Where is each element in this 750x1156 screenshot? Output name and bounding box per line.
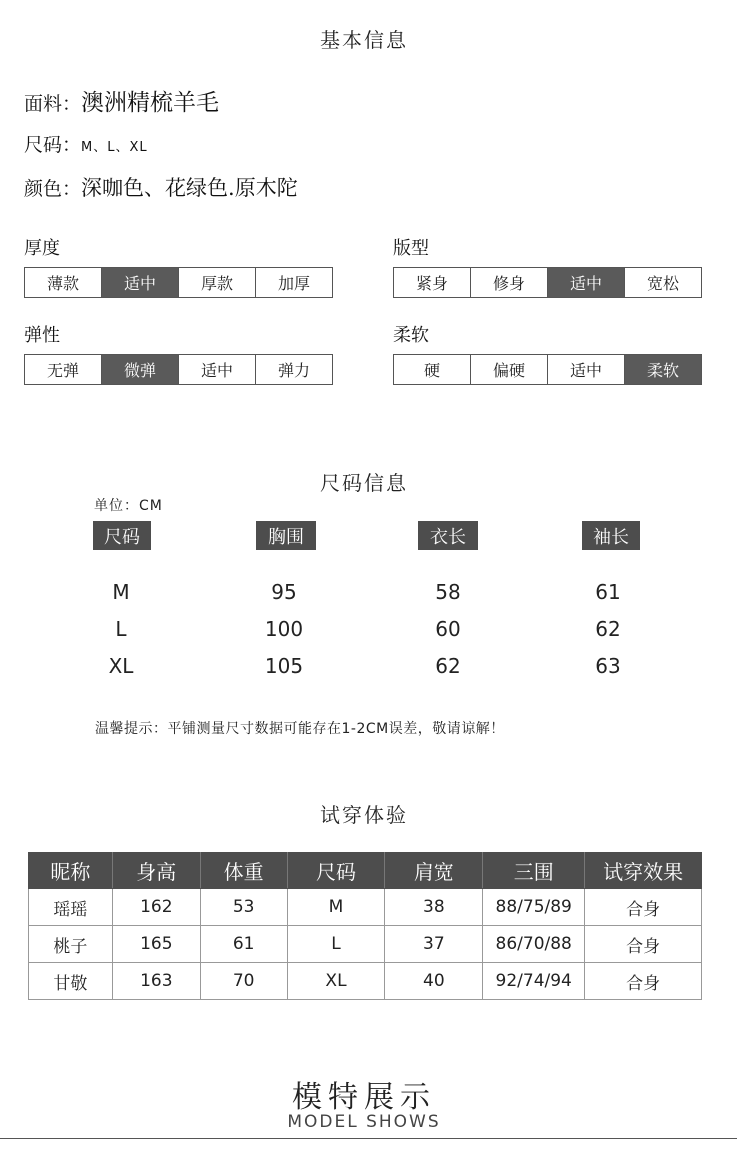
attr-option: 微弹 [102, 355, 179, 384]
size-cell: XL [108, 654, 134, 678]
attr-option: 硬 [394, 355, 471, 384]
attr-option: 宽松 [625, 268, 701, 297]
size-header-size: 尺码 [93, 521, 151, 550]
size-cell: 62 [595, 617, 621, 641]
attr-options [393, 354, 702, 385]
attr-option: 弹力 [256, 355, 332, 384]
fitting-header: 身高 [112, 853, 200, 889]
table-cell: XL [287, 963, 385, 1000]
size-header-length: 衣长 [418, 521, 478, 550]
attr-label: 版型 [393, 238, 429, 259]
basic-info-title: 基本信息 [320, 28, 408, 52]
size-cell: 61 [595, 580, 621, 604]
attr-option: 适中 [179, 355, 256, 384]
attr-group-softness [393, 321, 702, 385]
size-cell: 105 [264, 654, 304, 678]
attr-label: 厚度 [24, 238, 60, 259]
attr-group-fit [393, 234, 702, 298]
color-label: 颜色： [24, 178, 82, 200]
attr-option: 柔软 [625, 355, 701, 384]
size-value: M、L、XL [81, 140, 148, 155]
table-cell: 37 [385, 926, 483, 963]
model-shows-subtitle: MODEL SHOWS [287, 1112, 441, 1132]
attr-group-elasticity [24, 321, 333, 385]
fitting-header: 体重 [200, 853, 287, 889]
table-cell: 40 [385, 963, 483, 1000]
table-cell: 合身 [585, 926, 702, 963]
table-cell: 162 [112, 889, 200, 926]
attr-option: 厚款 [179, 268, 256, 297]
size-cell: 95 [271, 580, 297, 604]
table-cell: 53 [200, 889, 287, 926]
table-cell: 桃子 [29, 926, 113, 963]
size-header-chest: 胸围 [256, 521, 316, 550]
table-cell: 88/75/89 [483, 889, 585, 926]
size-line [24, 130, 148, 157]
table-cell: 163 [112, 963, 200, 1000]
attr-option: 加厚 [256, 268, 332, 297]
fabric-line [24, 84, 219, 117]
attr-option: 适中 [102, 268, 179, 297]
table-cell: 甘敬 [29, 963, 113, 1000]
color-value: 深咖色、花绿色.原木陀 [81, 176, 298, 200]
size-header-sleeve: 袖长 [582, 521, 640, 550]
attr-options [24, 354, 333, 385]
model-shows-title: 模特展示 [292, 1080, 436, 1115]
size-cell: 100 [264, 617, 304, 641]
size-cell: L [115, 617, 127, 641]
attr-option: 无弹 [25, 355, 102, 384]
attr-option: 薄款 [25, 268, 102, 297]
attr-group-thickness [24, 234, 333, 298]
size-cell: 62 [435, 654, 461, 678]
table-cell: 92/74/94 [483, 963, 585, 1000]
color-line [24, 172, 298, 202]
measurement-tip: 温馨提示：平铺测量尺寸数据可能存在1-2CM误差，敬请谅解！ [95, 721, 505, 737]
size-info-title: 尺码信息 [320, 471, 408, 495]
fitting-header: 试穿效果 [585, 853, 702, 889]
attr-option: 偏硬 [471, 355, 548, 384]
fitting-header-row [29, 853, 702, 889]
bottom-divider [0, 1138, 737, 1139]
fitting-header: 昵称 [29, 853, 113, 889]
table-cell: 165 [112, 926, 200, 963]
attr-option: 紧身 [394, 268, 471, 297]
fitting-header: 肩宽 [385, 853, 483, 889]
size-cell: 58 [435, 580, 461, 604]
table-cell: 70 [200, 963, 287, 1000]
fitting-header: 三围 [483, 853, 585, 889]
table-cell: M [287, 889, 385, 926]
attr-options [393, 267, 702, 298]
fabric-label: 面料： [24, 93, 82, 115]
table-cell: 瑶瑶 [29, 889, 113, 926]
table-cell: 合身 [585, 889, 702, 926]
table-row [29, 926, 702, 963]
fitting-header: 尺码 [287, 853, 385, 889]
fabric-value: 澳洲精梳羊毛 [81, 90, 220, 116]
fitting-title: 试穿体验 [320, 803, 408, 827]
attr-option: 适中 [548, 268, 625, 297]
size-cell: 60 [435, 617, 461, 641]
table-cell: 61 [200, 926, 287, 963]
table-row [29, 889, 702, 926]
attr-option: 修身 [471, 268, 548, 297]
attr-label: 柔软 [393, 325, 429, 346]
size-cell: M [112, 580, 130, 604]
attr-label: 弹性 [24, 325, 60, 346]
size-label: 尺码： [24, 134, 82, 156]
table-cell: L [287, 926, 385, 963]
table-cell: 38 [385, 889, 483, 926]
attr-option: 适中 [548, 355, 625, 384]
size-cell: 63 [595, 654, 621, 678]
table-cell: 合身 [585, 963, 702, 1000]
table-cell: 86/70/88 [483, 926, 585, 963]
table-row [29, 963, 702, 1000]
fitting-table [28, 852, 702, 1000]
attr-options [24, 267, 333, 298]
unit-label: 单位：CM [94, 498, 163, 514]
